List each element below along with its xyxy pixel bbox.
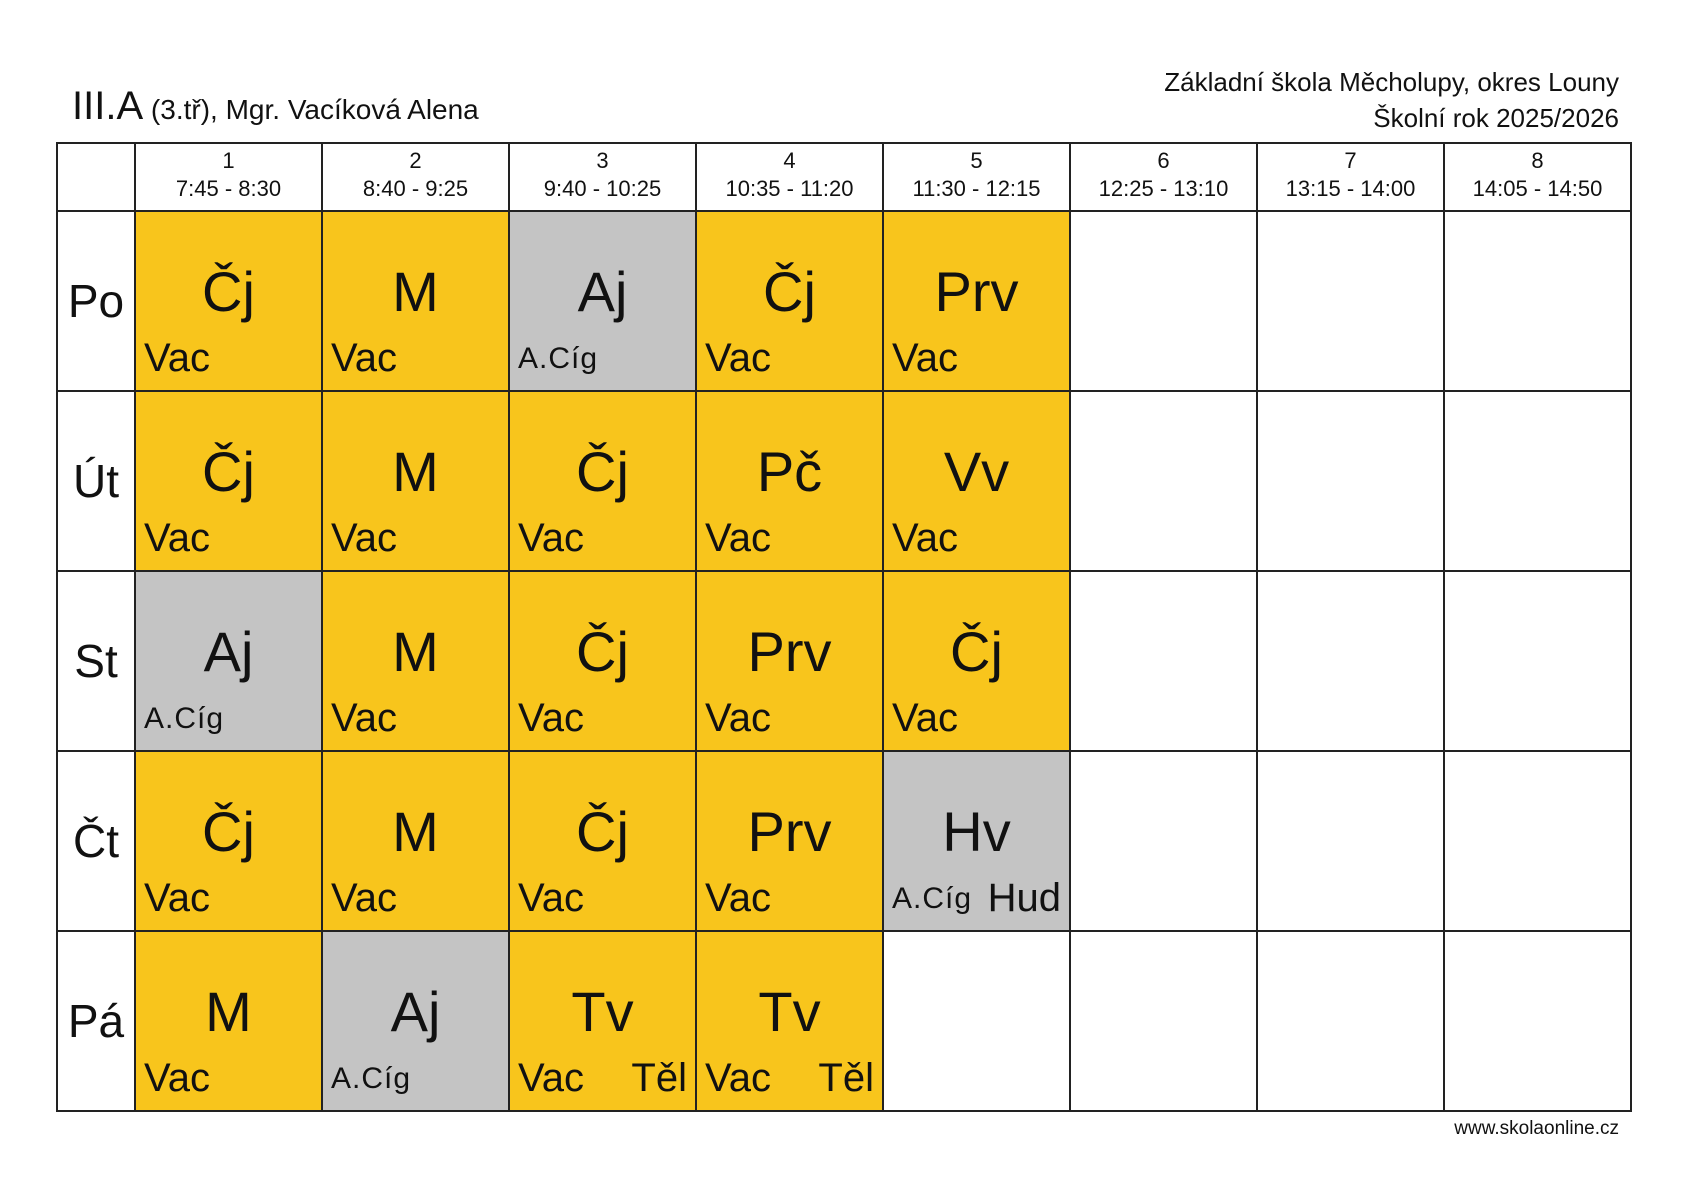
day-label: Pá [57, 931, 135, 1111]
lesson-cell [509, 211, 696, 391]
empty-cell [1444, 571, 1631, 751]
lesson-teacher: Vac [518, 696, 584, 740]
lesson-subject: Aj [390, 980, 441, 1043]
lesson-cell [509, 571, 696, 751]
lesson-subject: Aj [203, 620, 254, 683]
period-number: 6 [1157, 148, 1170, 173]
source-link[interactable]: www.skolaonline.cz [1454, 1118, 1619, 1139]
lesson-subject: Prv [747, 620, 832, 683]
lesson-room: Těl [818, 1056, 874, 1100]
period-time: 9:40 - 10:25 [543, 176, 662, 201]
lesson-subject: M [392, 620, 439, 683]
period-number: 5 [970, 148, 983, 173]
lesson-subject: M [392, 440, 439, 503]
empty-cell [1257, 751, 1444, 931]
period-time: 7:45 - 8:30 [175, 176, 282, 201]
empty-cell [883, 931, 1070, 1111]
lesson-subject: M [205, 980, 252, 1043]
lesson-teacher: Vac [705, 1056, 771, 1100]
lesson-subject: Čj [202, 800, 255, 863]
lesson-subject: Čj [950, 620, 1003, 683]
empty-cell [1444, 751, 1631, 931]
period-number: 2 [409, 148, 422, 173]
empty-cell [1444, 931, 1631, 1111]
lesson-cell [135, 391, 322, 571]
lesson-cell [509, 931, 696, 1111]
lesson-teacher: Vac [705, 516, 771, 560]
period-header-7 [1257, 143, 1444, 211]
lesson-cell [883, 571, 1070, 751]
lesson-teacher: A.Cíg [144, 702, 225, 735]
lesson-cell [696, 391, 883, 571]
lesson-cell [696, 571, 883, 751]
lesson-teacher: Vac [331, 876, 397, 920]
period-header-5 [883, 143, 1070, 211]
lesson-cell [322, 571, 509, 751]
corner-cell [57, 143, 135, 211]
lesson-subject: Tv [571, 980, 634, 1043]
empty-cell [1257, 931, 1444, 1111]
empty-cell [1070, 571, 1257, 751]
lesson-cell [135, 211, 322, 391]
lesson-teacher: Vac [144, 336, 210, 380]
day-row [57, 751, 1631, 931]
lesson-subject: Vv [943, 440, 1010, 503]
lesson-subject: Čj [576, 800, 629, 863]
lesson-cell [322, 931, 509, 1111]
lesson-teacher: Vac [892, 696, 958, 740]
lesson-teacher: Vac [892, 336, 958, 380]
period-number: 4 [783, 148, 796, 173]
lesson-subject: M [392, 260, 439, 323]
lesson-teacher: Vac [892, 516, 958, 560]
lesson-teacher: Vac [705, 336, 771, 380]
lesson-subject: Aj [577, 260, 628, 323]
lesson-cell [135, 571, 322, 751]
lesson-cell [509, 751, 696, 931]
lesson-subject: Prv [934, 260, 1019, 323]
lesson-teacher: A.Cíg [331, 1062, 412, 1095]
lesson-teacher: Vac [705, 876, 771, 920]
lesson-teacher: Vac [331, 336, 397, 380]
day-row [57, 931, 1631, 1111]
lesson-subject: Čj [763, 260, 816, 323]
lesson-subject: Čj [202, 440, 255, 503]
empty-cell [1070, 211, 1257, 391]
lesson-teacher: Vac [144, 1056, 210, 1100]
period-time: 10:35 - 11:20 [725, 176, 854, 201]
lesson-teacher: Vac [518, 516, 584, 560]
empty-cell [1257, 571, 1444, 751]
period-time: 13:15 - 14:00 [1285, 176, 1416, 201]
lesson-subject: Hv [942, 800, 1011, 863]
lesson-cell [883, 391, 1070, 571]
lesson-cell [696, 931, 883, 1111]
empty-cell [1444, 391, 1631, 571]
lesson-cell [135, 751, 322, 931]
period-header-6 [1070, 143, 1257, 211]
period-time: 14:05 - 14:50 [1472, 176, 1603, 201]
lesson-teacher: Vac [331, 696, 397, 740]
lesson-room: Hud [987, 876, 1061, 920]
lesson-cell [322, 751, 509, 931]
lesson-cell [322, 391, 509, 571]
lesson-room: Těl [631, 1056, 687, 1100]
school-info [1164, 64, 1619, 136]
empty-cell [1070, 391, 1257, 571]
empty-cell [1257, 211, 1444, 391]
lesson-subject: Prv [747, 800, 832, 863]
period-header-3 [509, 143, 696, 211]
lesson-teacher: Vac [518, 876, 584, 920]
period-header-2 [322, 143, 509, 211]
lesson-cell [509, 391, 696, 571]
lesson-teacher: A.Cíg [892, 882, 973, 915]
empty-cell [1070, 751, 1257, 931]
empty-cell [1257, 391, 1444, 571]
lesson-teacher: Vac [144, 876, 210, 920]
day-row [57, 571, 1631, 751]
lesson-cell [322, 211, 509, 391]
lesson-teacher: Vac [705, 696, 771, 740]
school-name: Základní škola Měcholupy, okres Louny [1164, 67, 1619, 97]
day-row [57, 391, 1631, 571]
timetable [56, 142, 1632, 1112]
period-time: 8:40 - 9:25 [362, 176, 469, 201]
period-header-1 [135, 143, 322, 211]
day-label: Po [57, 211, 135, 391]
period-header-8 [1444, 143, 1631, 211]
period-time: 11:30 - 12:15 [912, 176, 1041, 201]
period-time: 12:25 - 13:10 [1098, 176, 1229, 201]
lesson-teacher: Vac [518, 1056, 584, 1100]
lesson-subject: Čj [576, 440, 629, 503]
class-name: III.A [72, 84, 144, 128]
lesson-teacher: Vac [331, 516, 397, 560]
lesson-cell [135, 931, 322, 1111]
day-label: Út [57, 391, 135, 571]
timetable-header-row [57, 143, 1631, 211]
lesson-cell [696, 751, 883, 931]
lesson-subject: Pč [756, 440, 823, 503]
lesson-cell [883, 751, 1070, 931]
timetable-body [57, 211, 1631, 1111]
lesson-subject: Čj [576, 620, 629, 683]
class-detail: (3.tř), Mgr. Vacíková Alena [143, 94, 479, 125]
period-number: 7 [1344, 148, 1357, 173]
lesson-teacher: Vac [144, 516, 210, 560]
day-row [57, 211, 1631, 391]
lesson-subject: M [392, 800, 439, 863]
lesson-cell [883, 211, 1070, 391]
lesson-subject: Tv [758, 980, 821, 1043]
day-label: St [57, 571, 135, 751]
school-year: Školní rok 2025/2026 [1373, 103, 1619, 133]
period-header-4 [696, 143, 883, 211]
period-number: 8 [1531, 148, 1544, 173]
day-label: Čt [57, 751, 135, 931]
lesson-subject: Čj [202, 260, 255, 323]
empty-cell [1444, 211, 1631, 391]
period-number: 3 [596, 148, 609, 173]
lesson-teacher: A.Cíg [518, 342, 599, 375]
class-title [72, 86, 479, 126]
lesson-cell [696, 211, 883, 391]
period-number: 1 [222, 148, 235, 173]
empty-cell [1070, 931, 1257, 1111]
